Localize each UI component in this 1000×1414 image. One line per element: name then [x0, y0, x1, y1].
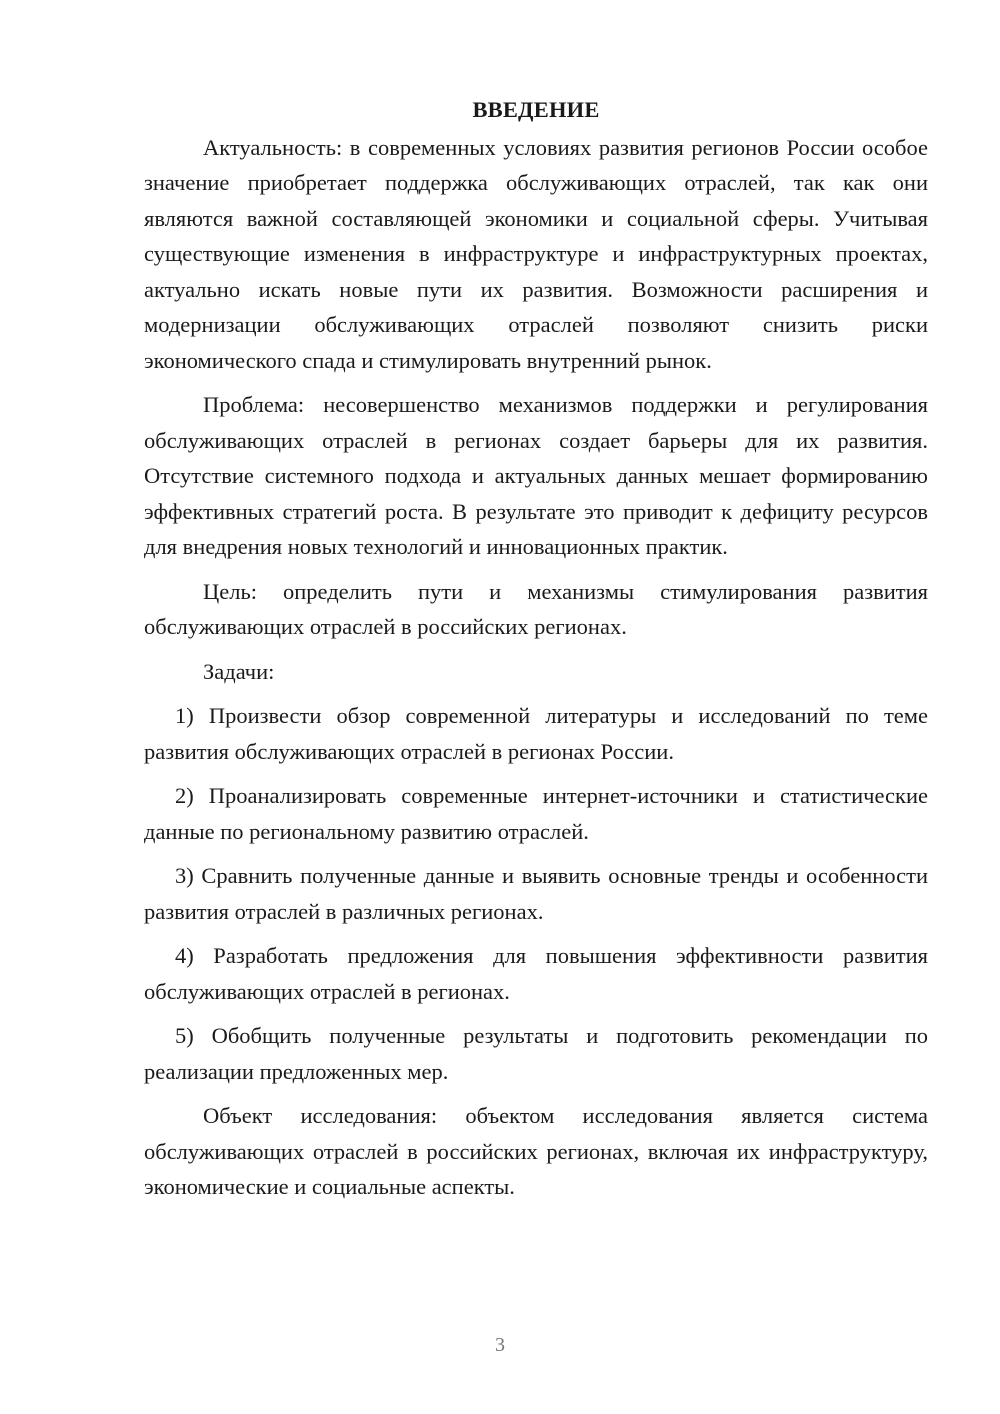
problem-paragraph: Проблема: несовершенство механизмов поддержки и регулирования обслуживающих отраслей в регионах создает барьеры для их развития. Отсутствие системного подхода и актуальных данных мешает формированию эффективных стратегий роста. В результате это приводит к дефициту ресурсов для внедрения новых технологий и инновационных практик. — [144, 392, 928, 559]
page-number: 3 — [495, 1334, 505, 1356]
task-item-3: 3) Сравнить полученные данные и выявить основные тренды и особенности развития отраслей в различных регионах. — [144, 863, 928, 924]
relevance-paragraph: Актуальность: в современных условиях развития регионов России особое значение приобретает поддержка обслуживающих отраслей, так как они являются важной составляющей экономики и социальной сферы. Учитывая существующие изменения в инфраструктуре и инфраструктурных проектах, актуально искать новые пути их развития. Возможности расширения и модернизации обслуживающих отраслей позволяют снизить риски экономического спада и стимулировать внутренний рынок. — [144, 134, 928, 373]
task-item-1: 1) Произвести обзор современной литературы и исследований по теме развития обслуживающих отраслей в регионах России. — [144, 703, 928, 764]
goal-paragraph: Цель: определить пути и механизмы стимулирования развития обслуживающих отраслей в российских регионах. — [144, 578, 928, 639]
section-title: ВВЕДЕНИЕ — [472, 97, 600, 122]
object-paragraph: Объект исследования: объектом исследования является система обслуживающих отраслей в российских регионах, включая их инфраструктуру, экономические и социальные аспекты. — [144, 1103, 928, 1199]
task-item-4: 4) Разработать предложения для повышения эффективности развития обслуживающих отраслей в регионах. — [144, 943, 928, 1004]
document-body — [144, 92, 928, 1205]
tasks-heading: Задачи: — [203, 658, 275, 684]
task-item-2: 2) Проанализировать современные интернет-источники и статистические данные по региональному развитию отраслей. — [144, 783, 928, 844]
task-item-5: 5) Обобщить полученные результаты и подготовить рекомендации по реализации предложенных мер. — [144, 1023, 928, 1084]
